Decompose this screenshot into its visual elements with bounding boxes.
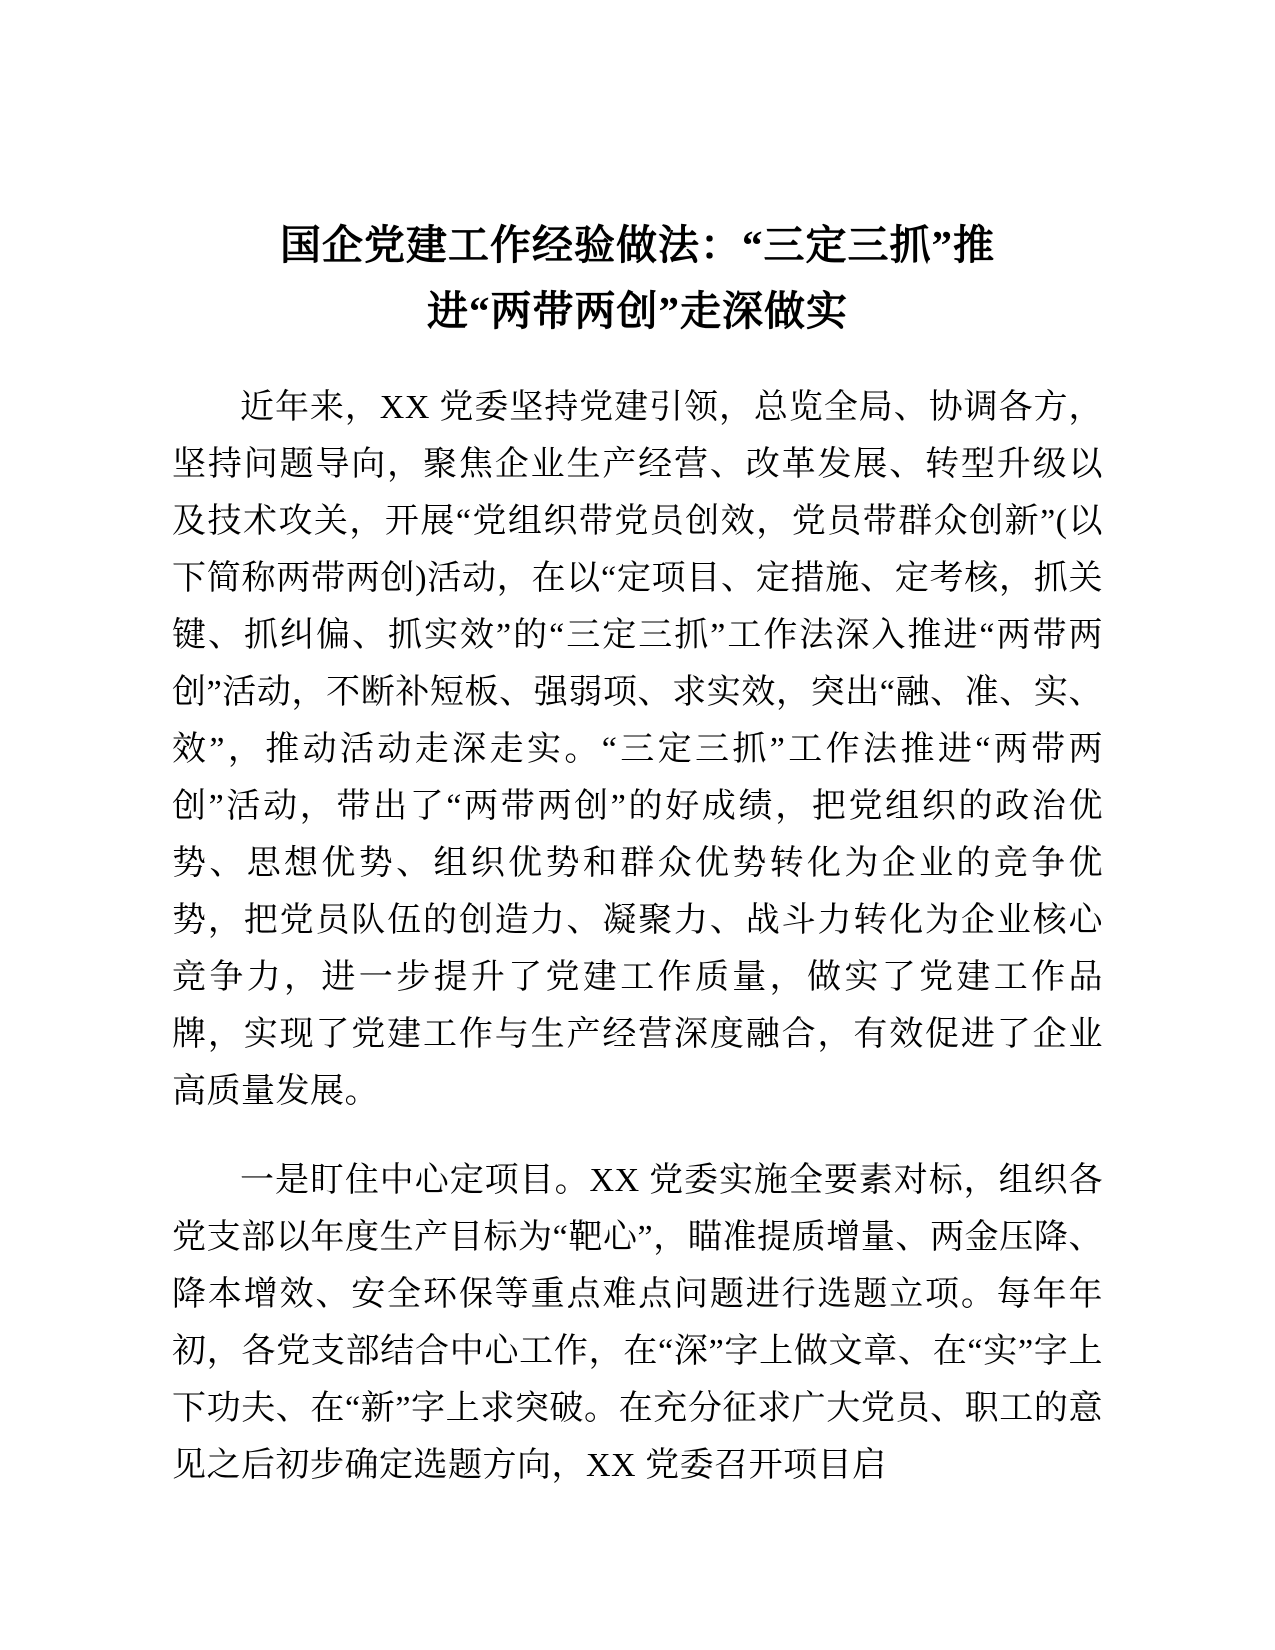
document-title-line-1: 国企党建工作经验做法：“三定三抓”推: [280, 222, 995, 268]
paragraph-point-one: 一是盯住中心定项目。XX 党委实施全要素对标，组织各党支部以年度生产目标为“靶心”，瞄准提质增量、两金压降、降本增效、安全环保等重点难点问题进行选题立项。每年年初，各党支部结合中心工作，在“深”字上做文章、在“实”字上下功夫、在“新”字上求突破。在充分征求广大党员、职工的意见之后初步确定选题方向，XX 党委召开项目启: [172, 1161, 1103, 1484]
document-title: [172, 212, 1103, 345]
document-title-line-2: 进“两带两创”走深做实: [427, 288, 848, 335]
paragraph-intro: 近年来，XX 党委坚持党建引领，总览全局、协调各方，坚持问题导向，聚焦企业生产经营、改革发展、转型升级以及技术攻关，开展“党组织带党员创效，党员带群众创新”(以下简称两带两创)活动，在以“定项目、定措施、定考核，抓关键、抓纠偏、抓实效”的“三定三抓”工作法深入推进“两带两创”活动，不断补短板、强弱项、求实效，突出“融、准、实、效”，推动活动走深走实。“三定三抓”工作法推进“两带两创”活动，带出了“两带两创”的好成绩，把党组织的政治优势、思想优势、组织优势和群众优势转化为企业的竞争优势，把党员队伍的创造力、凝聚力、战斗力转化为企业核心竞争力，进一步提升了党建工作质量，做实了党建工作品牌，实现了党建工作与生产经营深度融合，有效促进了企业高质量发展。: [172, 388, 1103, 1110]
